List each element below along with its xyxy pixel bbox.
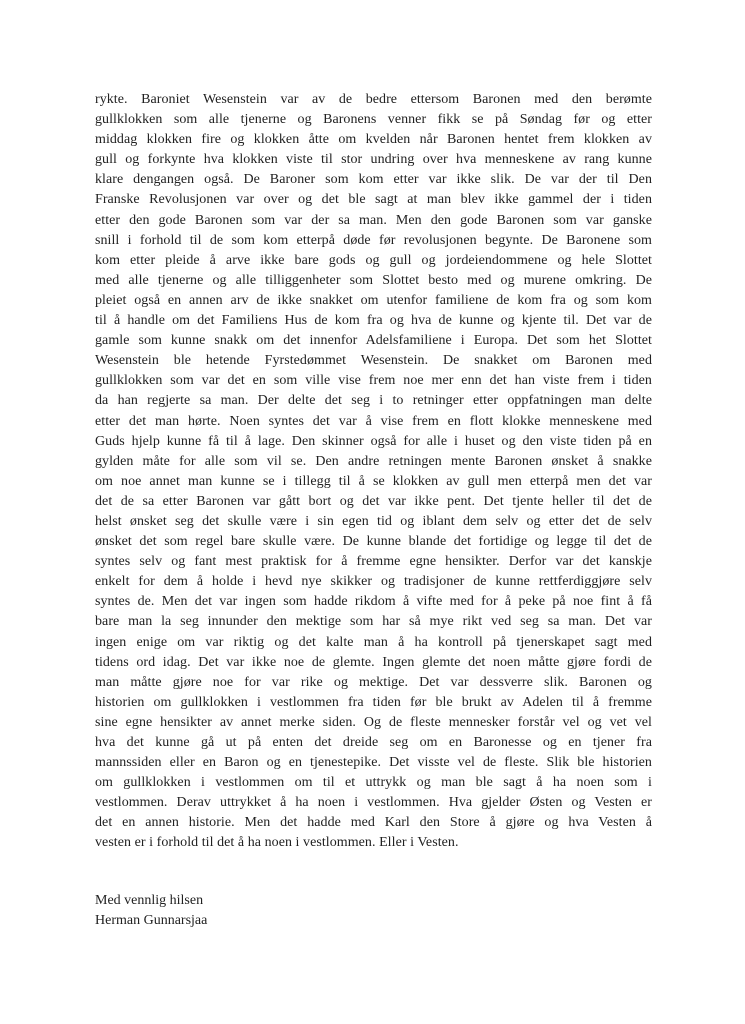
body-line: mannssiden eller en Baron og en tjenestepike. Det visste vel de fleste. Slik ble historien <box>95 755 652 771</box>
body-line: det de sa etter Baronen var gått bort og det var ikke pent. Det tjente heller til det de <box>95 493 652 509</box>
body-line: syntes selv og fant mest praktisk for å fremme egne hensikter. Derfor var det kanskje <box>95 554 652 570</box>
body-line: til å handle om det Familiens Hus de kom fra og hva de kunne og kjente til. Det var de <box>95 313 652 329</box>
body-line: etter det man hørte. Noen syntes det var å vise frem en flott klokke menneskene med <box>95 413 652 429</box>
body-line: gullklokken som alle tjenerne og Baronens venner fikk se på Søndag før og etter <box>95 112 652 128</box>
letter-closing <box>95 891 652 931</box>
body-line: vesten er i forhold til det å ha noen i vestlommen. Eller i Vesten. <box>95 835 459 851</box>
body-line: bare man la seg innunder den mektige som har så mye rikt ved seg sa man. Det var <box>95 614 652 630</box>
closing-salutation: Med vennlig hilsen <box>95 892 204 908</box>
body-line: det en annen historie. Men det hadde med Karl den Store å gjøre og hva Vesten å <box>95 815 652 831</box>
body-line: Franske Revolusjonen var over og det ble sagt at man blev ikke gammel der i tiden <box>95 192 652 208</box>
body-line: pleiet også en annen arv de ikke snakket om utenfor familiene de kom fra og som kom <box>95 292 652 308</box>
body-line: man måtte gjøre noe for var rike og mektige. Det var dessverre slik. Baronen og <box>95 674 652 690</box>
signature-name: Herman Gunnarsjaa <box>95 912 208 928</box>
body-line: rykte. Baroniet Wesenstein var av de bedre ettersom Baronen med den berømte <box>95 92 652 107</box>
body-line: sine egne hensikter av annet merke siden. Og de fleste mennesker forstår vel og vet vel <box>95 714 652 730</box>
body-line: gylden måte for alle som vil se. Den andre retningen mente Baronen ønsket å snakke <box>95 453 652 469</box>
body-line: gull og forkynte hva klokken viste til stor undring over hva menneskene av rang kunne <box>95 152 652 168</box>
body-line: middag klokken fire og klokken åtte om kvelden når Baronen hentet frem klokken av <box>95 132 652 148</box>
body-line: Guds hjelp kunne få til å lage. Den skinner også for alle i huset og den viste tiden på en <box>95 433 652 449</box>
document-page <box>95 90 652 931</box>
body-line: gullklokken som var det en som ville vise frem noe mer enn det han viste frem i tiden <box>95 373 652 389</box>
body-line: da han regjerte sa man. Der delte det seg i to retninger etter oppfatningen man delte <box>95 393 652 409</box>
body-line: syntes de. Men det var ingen som hadde rikdom å vifte med for å peke på noe fint å få <box>95 594 652 610</box>
body-line: vestlommen. Derav uttrykket å ha noen i vestlommen. Hva gjelder Østen og Vesten er <box>95 795 652 811</box>
body-line: snill i forhold til de som kom etterpå døde før revolusjonen begynte. De Baronene som <box>95 232 652 248</box>
body-line: med alle tjenerne og alle tilliggenheter som Slottet besto med og murene omkring. De <box>95 272 652 288</box>
body-line: klare dengangen også. De Baroner som kom etter var ikke slik. De var der til Den <box>95 172 652 188</box>
body-line: etter den gode Baronen som var der sa man. Men den gode Baronen som var ganske <box>95 212 652 228</box>
body-line: gamle som kunne snakk om det innenfor Adelsfamiliene i Europa. Det som het Slottet <box>95 333 652 349</box>
body-line: tidens ord idag. Det var ikke noe de glemte. Ingen glemte det noen måtte gjøre fordi de <box>95 654 652 670</box>
body-line: historien om gullklokken i vestlommen fra tiden før ble brukt av Adelen til å fremme <box>95 694 652 710</box>
body-line: enkelt for dem å holde i hevd nye skikker og tradisjoner de kunne rettferdiggjøre selv <box>95 574 652 590</box>
body-line: om noe annet man kunne se i tillegg til å se klokken av gull men etterpå men det var <box>95 473 652 489</box>
body-line: om gullklokken i vestlommen om til et uttrykk og man ble sagt å ha noen som i <box>95 775 652 791</box>
body-line: kom etter pleide å arve ikke bare gods og gull og jordeiendommene og hele Slottet <box>95 252 652 268</box>
body-line: Wesenstein ble hetende Fyrstedømmet Wesenstein. De snakket om Baronen med <box>95 353 652 369</box>
letter-body <box>95 90 652 854</box>
body-line: ingen enige om var riktig og det kalte man å ha kontroll på tjenerskapet sagt med <box>95 634 652 650</box>
body-line: helst ønsket seg det skulle være i sin egen tid og iblant dem selv og etter det de selv <box>95 513 652 529</box>
body-line: hva det kunne gå ut på enten det dreide seg om en Baronesse og en tjener fra <box>95 735 652 750</box>
body-line: ønsket det som regel bare skulle være. De kunne blande det fortidige og legge til det de <box>95 534 652 550</box>
